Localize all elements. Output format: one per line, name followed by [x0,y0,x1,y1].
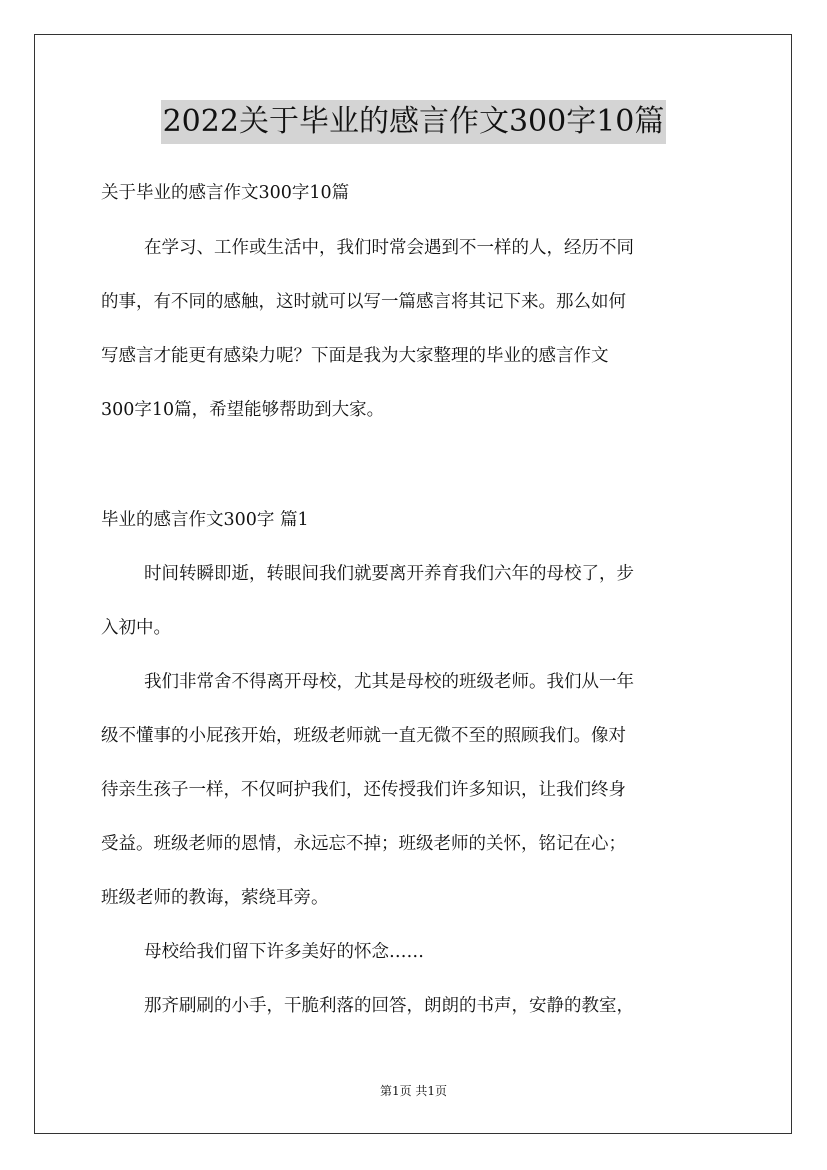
paragraph-line: 班级老师的教诲，萦绕耳旁。 [101,888,329,908]
page-footer: 第1页 共1页 [379,1084,448,1098]
intro-line-1: 在学习、工作或生活中，我们时常会遇到不一样的人，经历不同 [144,238,634,258]
section-heading: 毕业的感言作文300字 篇1 [101,510,309,530]
paragraph-line: 待亲生孩子一样，不仅呵护我们，还传授我们许多知识，让我们终身 [101,780,626,800]
paragraph-line: 级不懂事的小屁孩开始，班级老师就一直无微不至的照顾我们。像对 [101,726,626,746]
paragraph-line: 时间转瞬即逝，转眼间我们就要离开养育我们六年的母校了，步 [144,564,634,584]
intro-line-2: 的事，有不同的感触，这时就可以写一篇感言将其记下来。那么如何 [101,292,626,312]
paragraph-line: 受益。班级老师的恩情，永远忘不掉；班级老师的关怀，铭记在心； [101,834,626,854]
intro-line-3: 写感言才能更有感染力呢？下面是我为大家整理的毕业的感言作文 [101,346,609,366]
paragraph-line: 母校给我们留下许多美好的怀念…… [144,942,424,962]
intro-line-4: 300字10篇，希望能够帮助到大家。 [101,400,385,420]
paragraph-line: 那齐刷刷的小手，干脆利落的回答，朗朗的书声，安静的教室， [144,996,634,1016]
paragraph-line: 入初中。 [101,618,171,638]
document-subtitle: 关于毕业的感言作文300字10篇 [101,183,350,203]
paragraph-line: 我们非常舍不得离开母校，尤其是母校的班级老师。我们从一年 [144,672,634,692]
document-title-wrapper [0,100,827,148]
document-title: 2022关于毕业的感言作文300字10篇 [161,100,667,144]
